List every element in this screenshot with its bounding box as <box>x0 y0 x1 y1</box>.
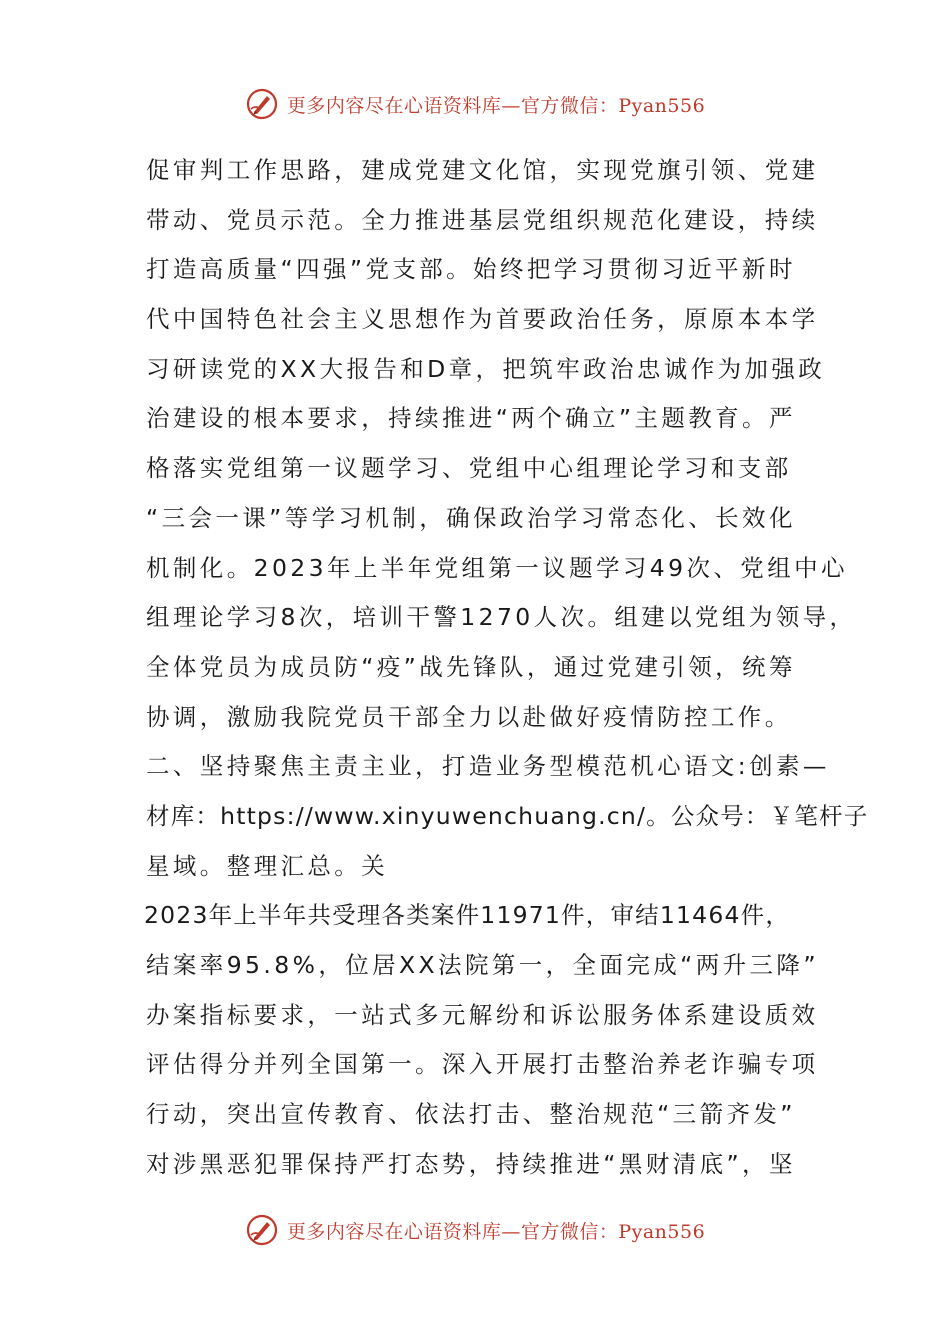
body-line: 全体党员为成员防“疫”战先锋队，通过党建引领，统筹 <box>146 652 796 681</box>
body-line: 办案指标要求，一站式多元解纷和诉讼服务体系建设质效 <box>146 1000 819 1029</box>
pen-logo-icon <box>245 1213 279 1247</box>
body-line-with-url: 材库：https://www.xinyuwenchuang.cn/。公众号：￥笔杆子 <box>146 801 869 830</box>
body-line: 机制化。2023年上半年党组第一议题学习49次、党组中心 <box>146 553 848 582</box>
body-line: 习研读党的XX大报告和D章，把筑牢政治忠诚作为加强政 <box>146 354 826 383</box>
body-line: 带动、党员示范。全力推进基层党组织规范化建设，持续 <box>146 205 819 234</box>
body-line: 行动，突出宣传教育、依法打击、整治规范“三箭齐发” <box>146 1100 796 1129</box>
body-line: 促审判工作思路，建成党建文化馆，实现党旗引领、党建 <box>146 156 819 184</box>
body-line: 结案率95.8%，位居XX法院第一，全面完成“两升三降” <box>146 951 819 979</box>
section-heading-line: 二、坚持聚焦主责主业，打造业务型模范机心语文:创素— <box>146 752 830 781</box>
body-line: 治建设的根本要求，持续推进“两个确立”主题教育。严 <box>146 404 796 433</box>
footer-watermark-banner <box>0 1210 950 1250</box>
document-body <box>144 146 869 1189</box>
footer-banner-text: 更多内容尽在心语资料库—官方微信：Pyan556 <box>286 1220 706 1243</box>
body-line: 星域。整理汇总。关 <box>146 851 389 880</box>
body-line: 对涉黑恶犯罪保持严打态势，持续推进“黑财清底”，坚 <box>146 1149 796 1178</box>
body-line: “三会一课”等学习机制，确保政治学习常态化、长效化 <box>146 503 796 532</box>
body-line: 格落实党组第一议题学习、党组中心组理论学习和支部 <box>146 454 792 483</box>
body-line: 2023年上半年共受理各类案件11971件，审结11464件， <box>144 901 791 930</box>
body-line: 评估得分并列全国第一。深入开展打击整治养老诈骗专项 <box>146 1050 819 1079</box>
body-line: 协调，激励我院党员干部全力以赴做好疫情防控工作。 <box>146 702 792 731</box>
body-line: 组理论学习8次，培训干警1270人次。组建以党组为领导， <box>146 603 857 632</box>
body-line: 代中国特色社会主义思想作为首要政治任务，原原本本学 <box>146 305 819 334</box>
body-line: 打造高质量“四强”党支部。始终把学习贯彻习近平新时 <box>146 255 796 284</box>
header-watermark-banner <box>0 84 950 124</box>
pen-logo-icon <box>245 87 279 121</box>
header-banner-text: 更多内容尽在心语资料库—官方微信：Pyan556 <box>286 94 706 117</box>
